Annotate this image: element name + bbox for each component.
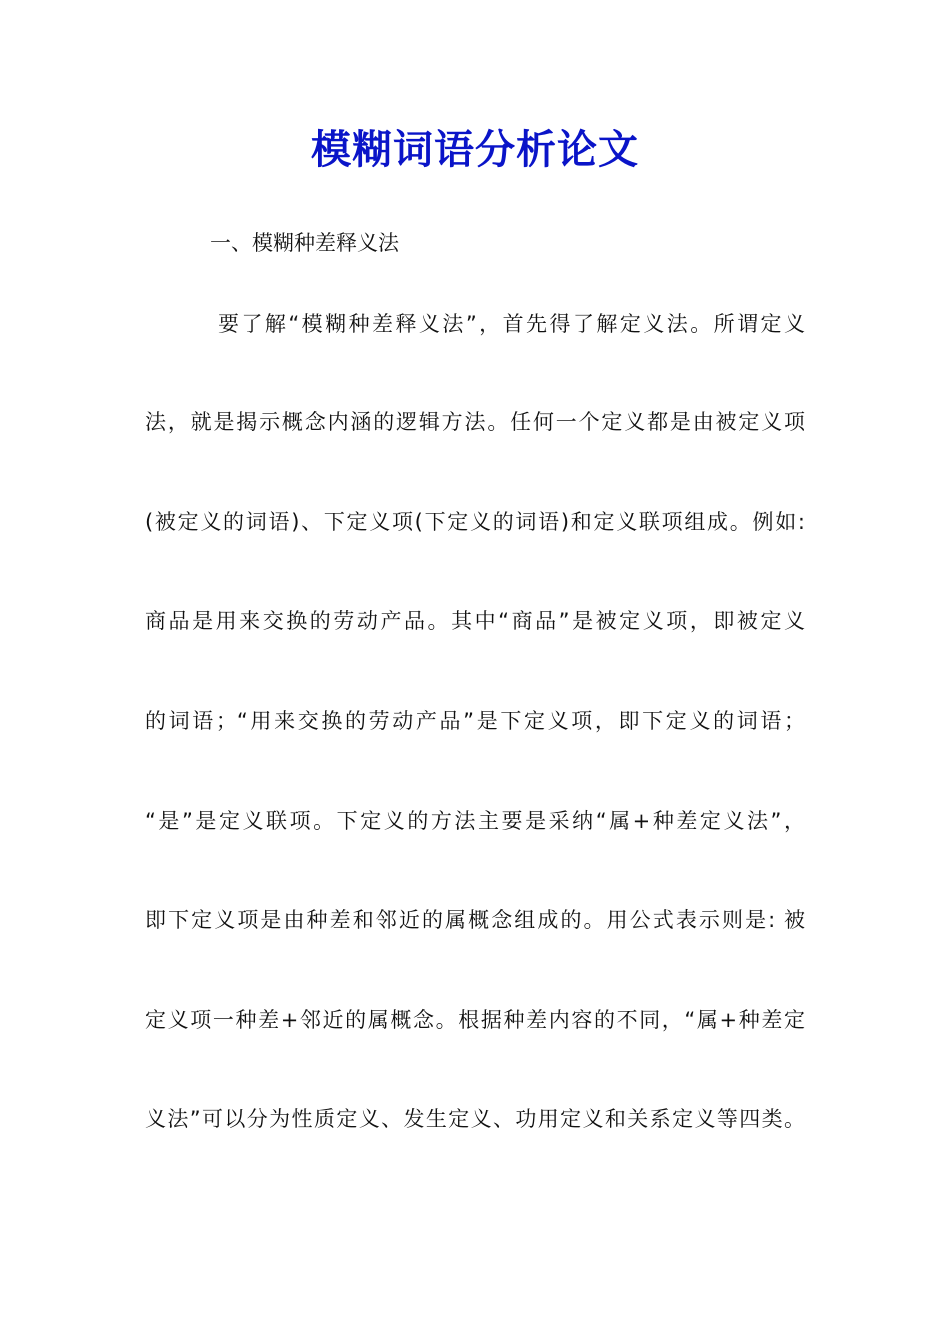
paragraph-line-5: 的词语；“用来交换的劳动产品”是下定义项，即下定义的词语； — [145, 709, 805, 733]
paragraph-line-8: 定义项一种差+邻近的属概念。根据种差内容的不同，“属+种差定 — [145, 1008, 805, 1032]
paragraph-line-1: 要了解“模糊种差释义法”，首先得了解定义法。所谓定义 — [218, 312, 805, 336]
paragraph-line-3: (被定义的词语)、下定义项(下定义的词语)和定义联项组成。例如: — [145, 510, 805, 534]
paragraph-line-7: 即下定义项是由种差和邻近的属概念组成的。用公式表示则是: 被 — [145, 908, 805, 932]
document-title: 模糊词语分析论文 — [311, 126, 639, 173]
paragraph-line-6: “是”是定义联项。下定义的方法主要是采纳“属+种差定义法”， — [145, 809, 805, 833]
paragraph-line-4: 商品是用来交换的劳动产品。其中“商品”是被定义项，即被定义 — [145, 609, 805, 633]
paragraph-line-9: 义法”可以分为性质定义、发生定义、功用定义和关系定义等四类。 — [145, 1107, 805, 1131]
section-heading: 一、模糊种差释义法 — [210, 231, 399, 255]
paragraph-line-2: 法，就是揭示概念内涵的逻辑方法。任何一个定义都是由被定义项 — [145, 410, 805, 434]
